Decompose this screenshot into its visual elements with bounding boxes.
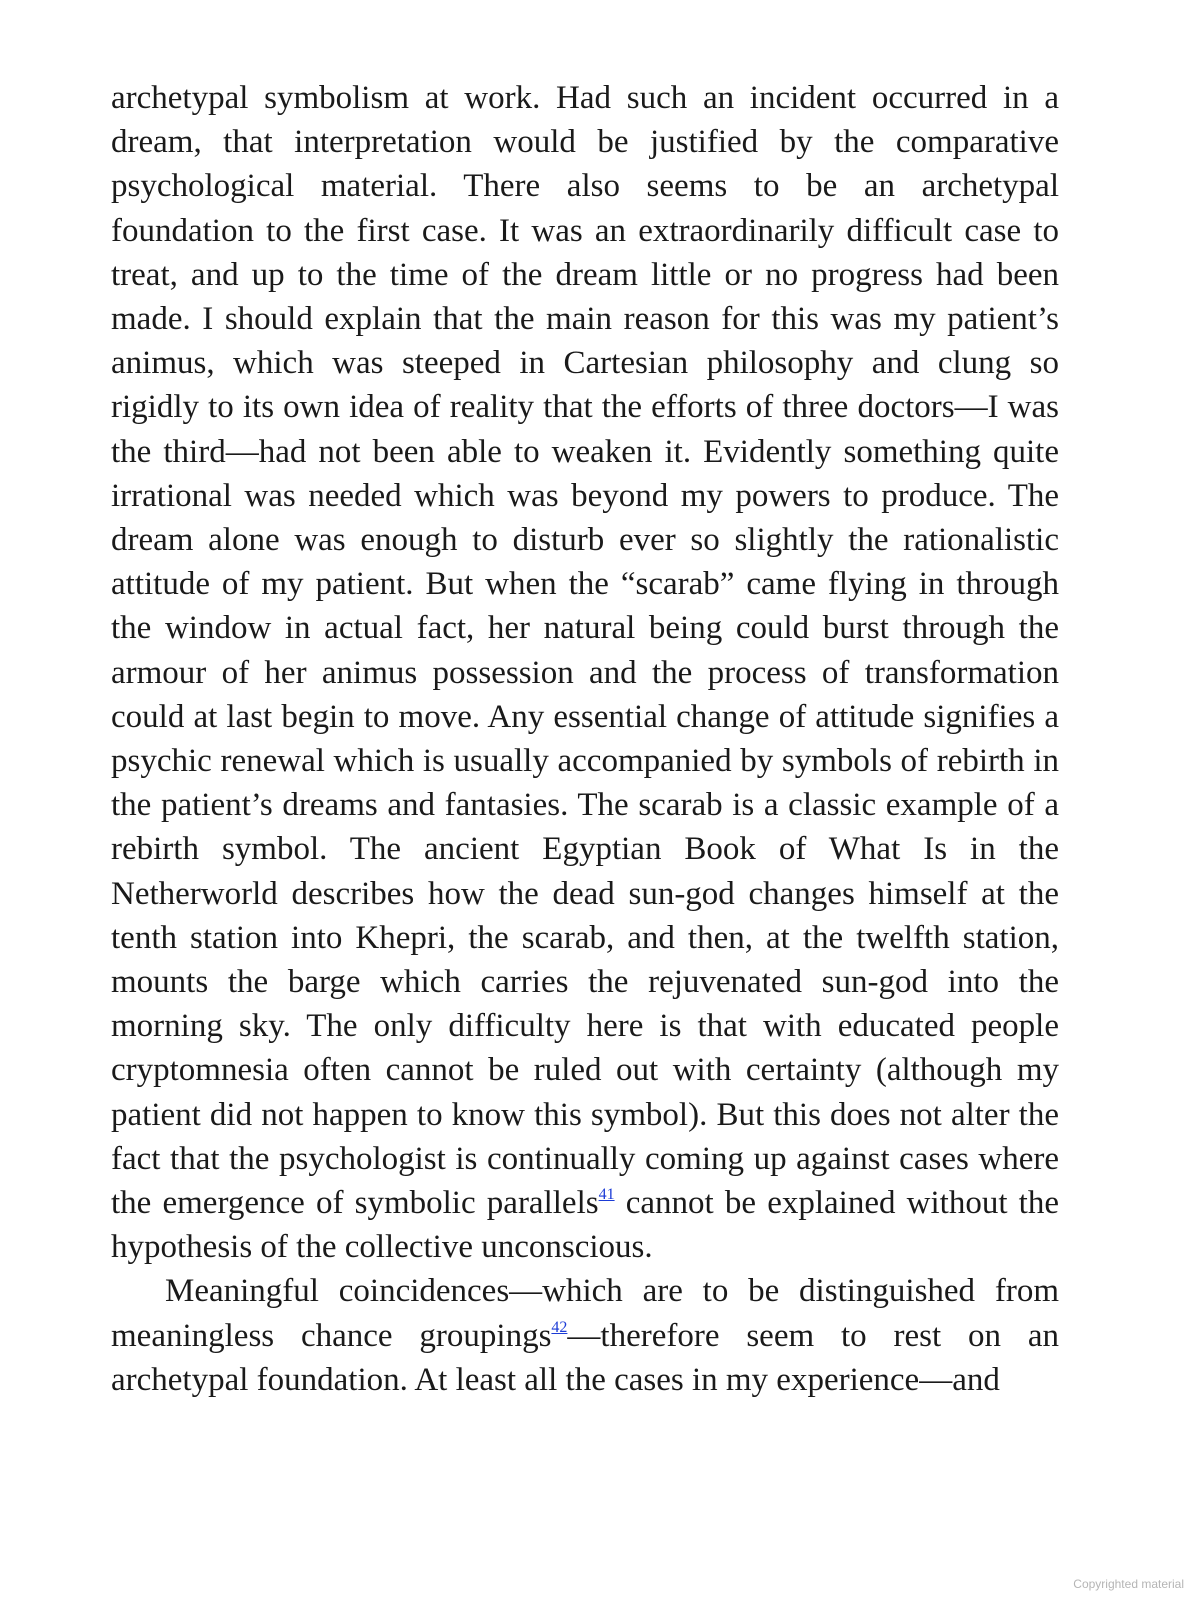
footnote-link-41[interactable]: 41	[598, 1186, 615, 1204]
paragraph-1-text: archetypal symbolism at work. Had such an incident occurred in a dream, that interpretation would be justified by the comparative psychological material. There also seems to be an archetypal foundation to the first case. It was an extraordinarily difficult case to treat, and up to the time of the dream little or no progress had been made. I should explain that the main reason for this was my patient’s animus, which was steeped in Cartesian philosophy and clung so rigidly to its own idea of reality that the efforts of three doctors—I was the third—had not been able to weaken it. Evidently something quite irrational was needed which was beyond my powers to produce. The dream alone was enough to disturb ever so slightly the rationalistic attitude of my patient. But when the “scarab” came flying in through the window in actual fact, her natural being could burst through the armour of her animus possession and the process of transformation could at last begin to move. Any essential change of attitude signifies a psychic renewal which is usually accompanied by symbols of rebirth in the patient’s dreams and fantasies. The scarab is a classic example of a rebirth symbol. The ancient Egyptian Book of What Is in the Netherworld describes how the dead sun-god changes himself at the tenth station into Khepri, the scarab, and then, at the twelfth station, mounts the barge which carries the rejuvenated sun-god into the morning sky. The only difficulty here is that with educated people cryptomnesia often cannot be ruled out with certainty (although my patient did not happen to know this symbol). But this does not alter the fact that the psychologist is continually coming up against cases where the emergence of symbolic parallels	[111, 80, 1059, 1222]
footnote-ref-42[interactable]	[551, 1319, 567, 1336]
footnote-ref-41[interactable]	[599, 1186, 615, 1203]
page-body	[111, 76, 1059, 1402]
copyright-watermark: Copyrighted material	[1073, 1577, 1184, 1591]
paragraph-2-text: Meaningful coincidences—which are to be distinguished from meaningless chance groupings	[111, 1273, 1059, 1354]
paragraph-1-text-cont: cannot be explained without the hypothesis of the collective unconscious.	[111, 1185, 1059, 1266]
paragraph-1	[111, 76, 1059, 1269]
footnote-link-42[interactable]: 42	[551, 1318, 568, 1336]
paragraph-2	[111, 1269, 1059, 1402]
paragraph-2-text-cont: —therefore seem to rest on an archetypal foundation. At least all the cases in my experience—and	[111, 1317, 1059, 1398]
